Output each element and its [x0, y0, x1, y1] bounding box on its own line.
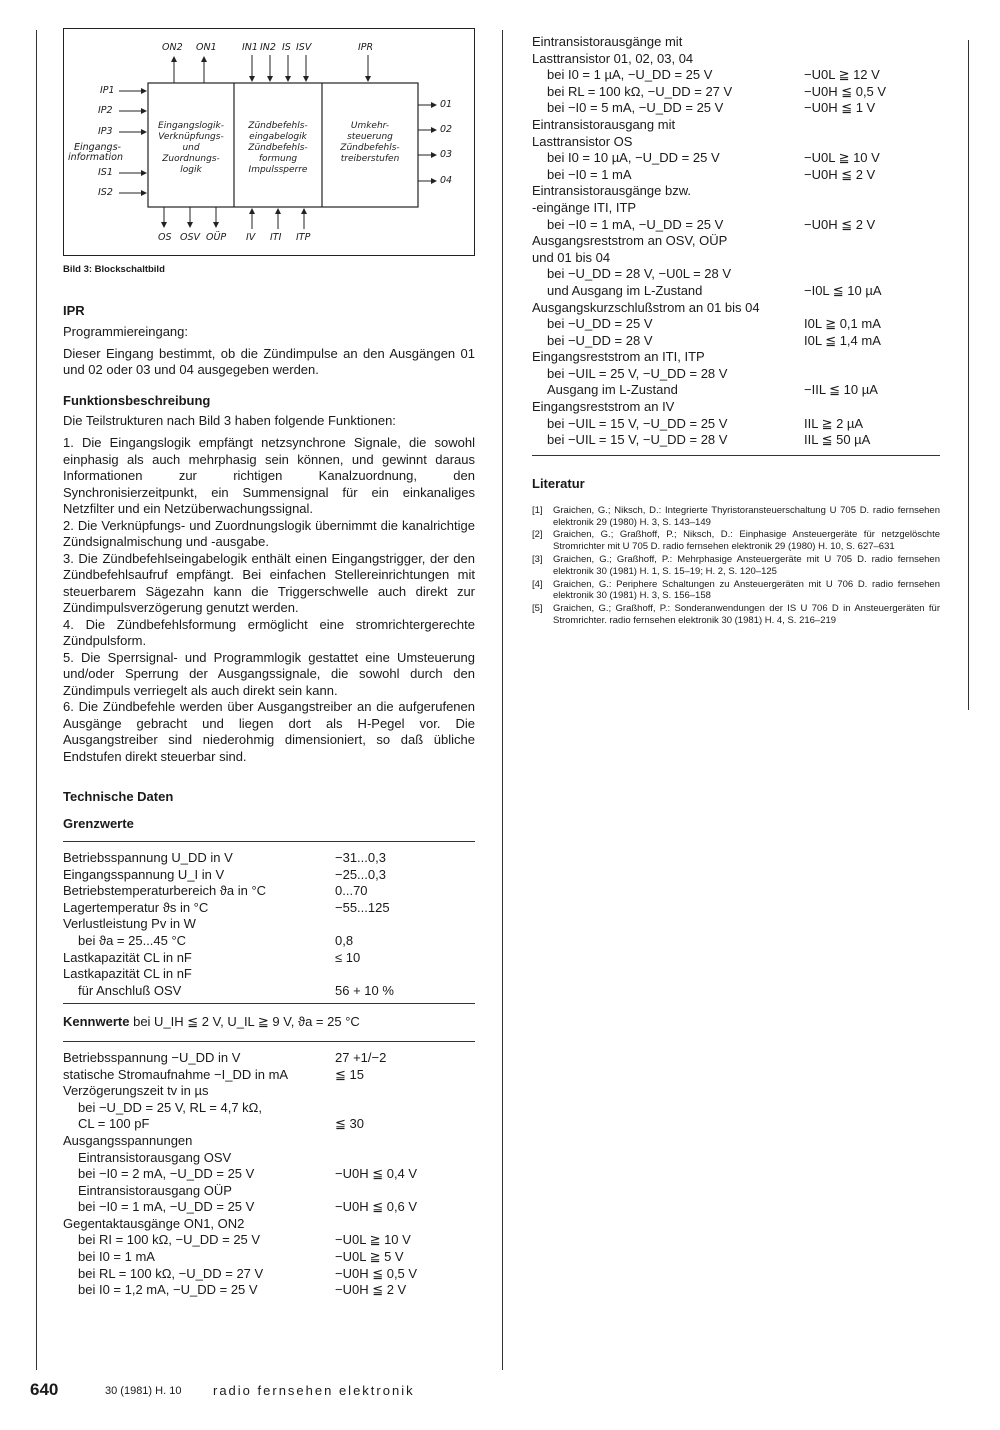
label-ip3: IP3: [98, 126, 113, 137]
kenn-heading: Kennwerte: [63, 1014, 130, 1030]
center-rule: [502, 30, 503, 1370]
reference-text: Graichen, G.; Niksch, D.: Integrierte Thyristoransteuerschaltung U 705 D. radio fernsehen elektronik 29 (1980) H. 3, S. 143–149: [553, 504, 940, 528]
spec-label: Eingangsreststrom an ITI, ITP: [532, 349, 705, 365]
spec-label: Eintransistorausgänge bzw.: [532, 183, 691, 199]
reference-text: Graichen, G.: Periphere Schaltungen zu Ansteuergeräten mit U 706 D. radio fernsehen elektronik 30 (1981) H. 3, S. 156–158: [553, 578, 940, 602]
spec-row: [63, 1266, 475, 1283]
spec-row: [532, 117, 940, 134]
spec-row: [532, 399, 940, 416]
spec-label: für Anschluß OSV: [78, 982, 182, 998]
spec-label: statische Stromaufnahme −I_DD in mA: [63, 1066, 289, 1082]
spec-row: [532, 233, 940, 250]
reference-item: [532, 579, 940, 603]
block-umkehrsteuerung: Umkehr- steuerung Zündbefehls- treiberstufen: [340, 121, 400, 164]
kenn-header: [63, 1014, 475, 1031]
spec-row: [532, 349, 940, 366]
spec-label: bei RI = 100 kΩ, −U_DD = 25 V: [78, 1232, 261, 1248]
spec-row: [63, 1282, 475, 1299]
spec-row: [63, 916, 475, 933]
spec-row: [63, 1050, 475, 1067]
spec-row: [63, 1249, 475, 1266]
limits-rule-top: [63, 841, 475, 842]
spec-label: Eintransistorausgang mit: [532, 116, 676, 132]
spec-row: [532, 200, 940, 217]
spec-label: bei RL = 100 kΩ, −U_DD = 27 V: [547, 83, 733, 99]
reference-item: [532, 505, 940, 529]
right-rule: [532, 455, 940, 456]
spec-row: [532, 67, 940, 84]
spec-row: [63, 1150, 475, 1167]
spec-label: Gegentaktausgänge ON1, ON2: [63, 1215, 245, 1231]
spec-label: bei −I0 = 1 mA: [547, 166, 632, 182]
spec-label: bei −U_DD = 28 V, −U0L = 28 V: [547, 266, 732, 282]
spec-value: −U0H ≦ 0,6 V: [335, 1199, 418, 1215]
spec-value: −IIL ≦ 10 µA: [804, 382, 878, 398]
literature-heading: Literatur: [532, 475, 585, 491]
spec-value: 0...70: [335, 883, 368, 899]
spec-row: [532, 366, 940, 383]
spec-value: IIL ≦ 50 µA: [804, 432, 871, 448]
label-information: information: [68, 152, 123, 163]
spec-label: Eintransistorausgänge mit: [532, 34, 683, 49]
left-margin-rule: [36, 30, 37, 1370]
spec-row: [532, 333, 940, 350]
journal-name: radio fernsehen elektronik: [213, 1383, 415, 1398]
spec-label: bei I0 = 1 µA, −U_DD = 25 V: [547, 67, 713, 83]
label-iv: IV: [246, 232, 256, 243]
kenn-rule-top: [63, 1041, 475, 1042]
spec-row: [532, 167, 940, 184]
spec-row: [532, 266, 940, 283]
spec-label: bei −UIL = 15 V, −U_DD = 28 V: [547, 432, 728, 448]
spec-row: [63, 1166, 475, 1183]
reference-number: [1]: [532, 504, 543, 516]
spec-value: −U0H ≦ 2 V: [335, 1282, 407, 1298]
spec-row: [63, 883, 475, 900]
spec-row: [532, 416, 940, 433]
spec-value: −U0L ≧ 12 V: [804, 67, 880, 83]
ipr-text: Dieser Eingang bestimmt, ob die Zündimpulse an den Ausgängen 01 und 02 oder 03 und 04 ausgegeben werden.: [63, 345, 475, 377]
label-itp: ITP: [296, 232, 311, 243]
spec-row: [63, 867, 475, 884]
function-item: 5. Die Sperrsignal- und Programmlogik gestattet eine Umsteuerung und/oder Sperrung der Ausgangssignale, die sowohl durch den Zündimpuls verriegelt als auch direkt sein kann.: [63, 649, 475, 698]
label-03: 03: [440, 149, 453, 160]
spec-label: und Ausgang im L-Zustand: [547, 282, 703, 298]
spec-label: bei I0 = 10 µA, −U_DD = 25 V: [547, 150, 720, 166]
function-list: [63, 435, 475, 765]
spec-label: Lasttransistor OS: [532, 133, 633, 149]
spec-row: [532, 134, 940, 151]
spec-label: Ausgangsspannungen: [63, 1132, 193, 1148]
right-column: [532, 34, 940, 628]
label-ipr: IPR: [358, 42, 374, 53]
label-ip1: IP1: [100, 85, 115, 96]
spec-value: 27 +1/−2: [335, 1049, 387, 1065]
references: [532, 505, 940, 627]
spec-row: [63, 850, 475, 867]
reference-number: [2]: [532, 529, 543, 541]
spec-row: [63, 1232, 475, 1249]
spec-value: −U0H ≦ 2 V: [804, 166, 876, 182]
ipr-subtitle: Programmiereingang:: [63, 324, 189, 339]
spec-row: [63, 1133, 475, 1150]
spec-row: [63, 1067, 475, 1084]
label-is: IS: [282, 42, 291, 53]
spec-row: [63, 966, 475, 983]
tech-heading: Technische Daten: [63, 789, 174, 804]
spec-label: Lastkapazität CL in nF: [63, 966, 192, 982]
spec-row: [532, 432, 940, 449]
spec-label: Eintransistorausgang OÜP: [78, 1182, 232, 1198]
spec-row: [532, 51, 940, 68]
spec-value: −U0L ≧ 10 V: [804, 150, 880, 166]
label-iti: ITI: [270, 232, 282, 243]
label-02: 02: [440, 124, 453, 135]
spec-value: −U0H ≦ 1 V: [804, 100, 876, 116]
spec-row: [532, 382, 940, 399]
label-in2: IN2: [260, 42, 276, 53]
spec-label: Betriebstemperaturbereich ϑa in °C: [63, 883, 267, 899]
spec-label: bei −I0 = 1 mA, −U_DD = 25 V: [547, 216, 724, 232]
spec-row: [532, 250, 940, 267]
label-osv: OSV: [180, 232, 201, 243]
function-item: 1. Die Eingangslogik empfängt netzsynchrone Signale, die sowohl einphasig als auch mehrphasig sein können, und gewinnt daraus Informationen zur richtigen Kanalzuordnung, den Synchronisierzeitpunkt, ein Summensignal für ein einkanaliges Netzfilter und ein Netzüberwachungssignal.: [63, 435, 475, 516]
spec-value: ≤ 10: [335, 949, 361, 965]
spec-label: Ausgangsreststrom an OSV, OÜP: [532, 233, 728, 249]
spec-row: [532, 300, 940, 317]
function-intro: Die Teilstrukturen nach Bild 3 haben folgende Funktionen:: [63, 412, 396, 428]
label-ip2: IP2: [98, 105, 113, 116]
label-is2: IS2: [98, 187, 113, 198]
spec-label: Verlustleistung Pv in W: [63, 916, 196, 932]
spec-label: -eingänge ITI, ITP: [532, 199, 637, 215]
spec-label: Lastkapazität CL in nF: [63, 949, 192, 965]
label-oup: OÜP: [206, 232, 227, 243]
spec-label: Betriebsspannung −U_DD in V: [63, 1049, 241, 1065]
spec-label: bei −U_DD = 25 V: [547, 316, 653, 332]
spec-value: −25...0,3: [335, 866, 386, 882]
spec-label: bei −I0 = 5 mA, −U_DD = 25 V: [547, 100, 724, 116]
spec-value: ≦ 15: [335, 1066, 364, 1082]
spec-label: CL = 100 pF: [78, 1116, 150, 1132]
spec-value: −U0H ≦ 0,5 V: [804, 83, 887, 99]
label-04: 04: [440, 175, 453, 186]
spec-row: [532, 150, 940, 167]
function-item: 2. Die Verknüpfungs- und Zuordnungslogik übernimmt die kanalrichtige Zündsignalmischung und -ausgabe.: [63, 517, 475, 549]
reference-item: [532, 529, 940, 553]
spec-value: −U0L ≧ 10 V: [335, 1232, 411, 1248]
spec-label: Eintransistorausgang OSV: [78, 1149, 232, 1165]
spec-label: Lagertemperatur ϑs in °C: [63, 899, 209, 915]
spec-value: −I0L ≦ 10 µA: [804, 282, 882, 298]
spec-row: [532, 34, 940, 51]
label-eingangs: Eingangs-: [74, 142, 121, 153]
spec-value: −55...125: [335, 899, 390, 915]
ipr-heading: IPR: [63, 303, 85, 318]
limits-table: [63, 850, 475, 999]
spec-row: [63, 900, 475, 917]
spec-value: IIL ≧ 2 µA: [804, 415, 864, 431]
spec-label: bei −UIL = 15 V, −U_DD = 25 V: [547, 415, 728, 431]
reference-text: Graichen, G.; Graßhoff, P.; Niksch, D.: Einphasige Ansteuergeräte für netzgelöschte Stromrichter mit U 705 D. radio fernsehen elektronik 29 (1980) H. 10, S. 627–631: [553, 529, 940, 553]
function-item: 6. Die Zündbefehle werden über Ausgangstreiber an die aufgerufenen Ausgänge gebracht und liegen dort als H-Pegel vor. Die Ausgangstreiber sind niederohmig dimensioniert, so daß übliche Endstufen direkt steuerbar sind.: [63, 699, 475, 764]
spec-row: [63, 1199, 475, 1216]
spec-label: bei ϑa = 25...45 °C: [78, 932, 187, 948]
spec-row: [532, 183, 940, 200]
spec-value: −U0H ≦ 0,4 V: [335, 1166, 418, 1182]
reference-item: [532, 554, 940, 578]
spec-row: [532, 316, 940, 333]
spec-label: Lasttransistor 01, 02, 03, 04: [532, 50, 694, 66]
spec-value: I0L ≦ 1,4 mA: [804, 332, 881, 348]
spec-label: Eingangsspannung U_I in V: [63, 866, 225, 882]
spec-label: und 01 bis 04: [532, 249, 611, 265]
spec-label: Ausgangskurzschlußstrom an 01 bis 04: [532, 299, 760, 315]
spec-value: 56 + 10 %: [335, 982, 394, 998]
reference-number: [4]: [532, 578, 543, 590]
function-item: 3. Die Zündbefehlseingabelogik enthält einen Eingangstrigger, der den Zündbefehlsaufruf empfängt. Bei einfachen Stellereinrichtungen mit steuerbarem Sägezahn kann die Triggerschwelle auch direkt zur Zündimpulsverzögerung genutzt werden.: [63, 550, 475, 615]
left-column: [63, 28, 475, 1299]
spec-label: Verzögerungszeit tv in µs: [63, 1083, 209, 1099]
spec-value: ≦ 30: [335, 1116, 364, 1132]
spec-value: −U0H ≦ 2 V: [804, 216, 876, 232]
block-eingangslogik: Eingangslogik- Verknüpfungs- und Zuordnungs- logik: [158, 121, 224, 175]
label-os: OS: [158, 232, 172, 243]
label-on1: ON1: [196, 42, 217, 53]
spec-value: −U0L ≧ 5 V: [335, 1249, 404, 1265]
label-in1: IN1: [242, 42, 258, 53]
spec-row: [532, 283, 940, 300]
spec-label: bei −U_DD = 28 V: [547, 332, 653, 348]
spec-row: [63, 1216, 475, 1233]
page-number: 640: [30, 1380, 59, 1399]
spec-label: bei −U_DD = 25 V, RL = 4,7 kΩ,: [78, 1099, 262, 1115]
spec-value: 0,8: [335, 932, 354, 948]
spec-label: bei I0 = 1,2 mA, −U_DD = 25 V: [78, 1282, 258, 1298]
label-is1: IS1: [98, 167, 113, 178]
limits-rule-bottom: [63, 1003, 475, 1004]
kenn-condition: bei U_IH ≦ 2 V, U_IL ≧ 9 V, ϑa = 25 °C: [133, 1014, 360, 1030]
page-footer: [30, 1380, 530, 1404]
spec-label: bei −UIL = 25 V, −U_DD = 28 V: [547, 365, 728, 381]
label-01: 01: [440, 99, 453, 110]
label-on2: ON2: [162, 42, 183, 53]
function-heading: Funktionsbeschreibung: [63, 392, 211, 408]
spec-label: Ausgang im L-Zustand: [547, 382, 678, 398]
right-spec-table: [532, 34, 940, 449]
issue-info: 30 (1981) H. 10: [105, 1385, 182, 1397]
spec-row: [63, 1100, 475, 1117]
reference-number: [3]: [532, 554, 543, 566]
spec-row: [63, 1183, 475, 1200]
spec-label: bei −I0 = 2 mA, −U_DD = 25 V: [78, 1166, 255, 1182]
spec-row: [63, 933, 475, 950]
spec-label: Betriebsspannung U_DD in V: [63, 850, 233, 865]
label-isv: ISV: [296, 42, 312, 53]
spec-row: [532, 84, 940, 101]
spec-row: [63, 983, 475, 1000]
spec-row: [63, 1116, 475, 1133]
figure-caption: Bild 3: Blockschaltbild: [63, 264, 165, 275]
spec-label: bei RL = 100 kΩ, −U_DD = 27 V: [78, 1265, 264, 1281]
right-margin-rule: [968, 40, 969, 710]
block-zuendbefehl: Zündbefehls- eingabelogik Zündbefehls- formung Impulssperre: [248, 121, 308, 175]
spec-label: bei −I0 = 1 mA, −U_DD = 25 V: [78, 1199, 255, 1215]
spec-value: I0L ≧ 0,1 mA: [804, 316, 881, 332]
block-diagram: [63, 28, 475, 256]
spec-row: [532, 217, 940, 234]
kenn-table: [63, 1050, 475, 1299]
reference-text: Graichen, G.; Graßhoff, P.: Mehrphasige Ansteuergeräte mit U 705 D. radio fernsehen elektronik 30 (1981) H. 1, S. 15–19; H. 2, S. 120–125: [553, 554, 940, 577]
spec-value: −31...0,3: [335, 850, 386, 865]
limits-heading: Grenzwerte: [63, 816, 134, 831]
spec-row: [63, 950, 475, 967]
function-item: 4. Die Zündbefehlsformung ermöglicht eine stromrichtergerechte Zündpulsform.: [63, 616, 475, 648]
reference-text: Graichen, G.; Graßhoff, P.: Sonderanwendungen der IS U 706 D in Ansteuergeräten für Stromrichter. radio fernsehen elektronik 30 (1981) H. 4, S. 216–219: [553, 603, 940, 627]
reference-item: [532, 603, 940, 627]
spec-row: [63, 1083, 475, 1100]
spec-label: bei I0 = 1 mA: [78, 1249, 155, 1265]
spec-label: Eingangsreststrom an IV: [532, 399, 675, 415]
spec-row: [532, 100, 940, 117]
spec-value: −U0H ≦ 0,5 V: [335, 1265, 418, 1281]
reference-number: [5]: [532, 603, 543, 615]
